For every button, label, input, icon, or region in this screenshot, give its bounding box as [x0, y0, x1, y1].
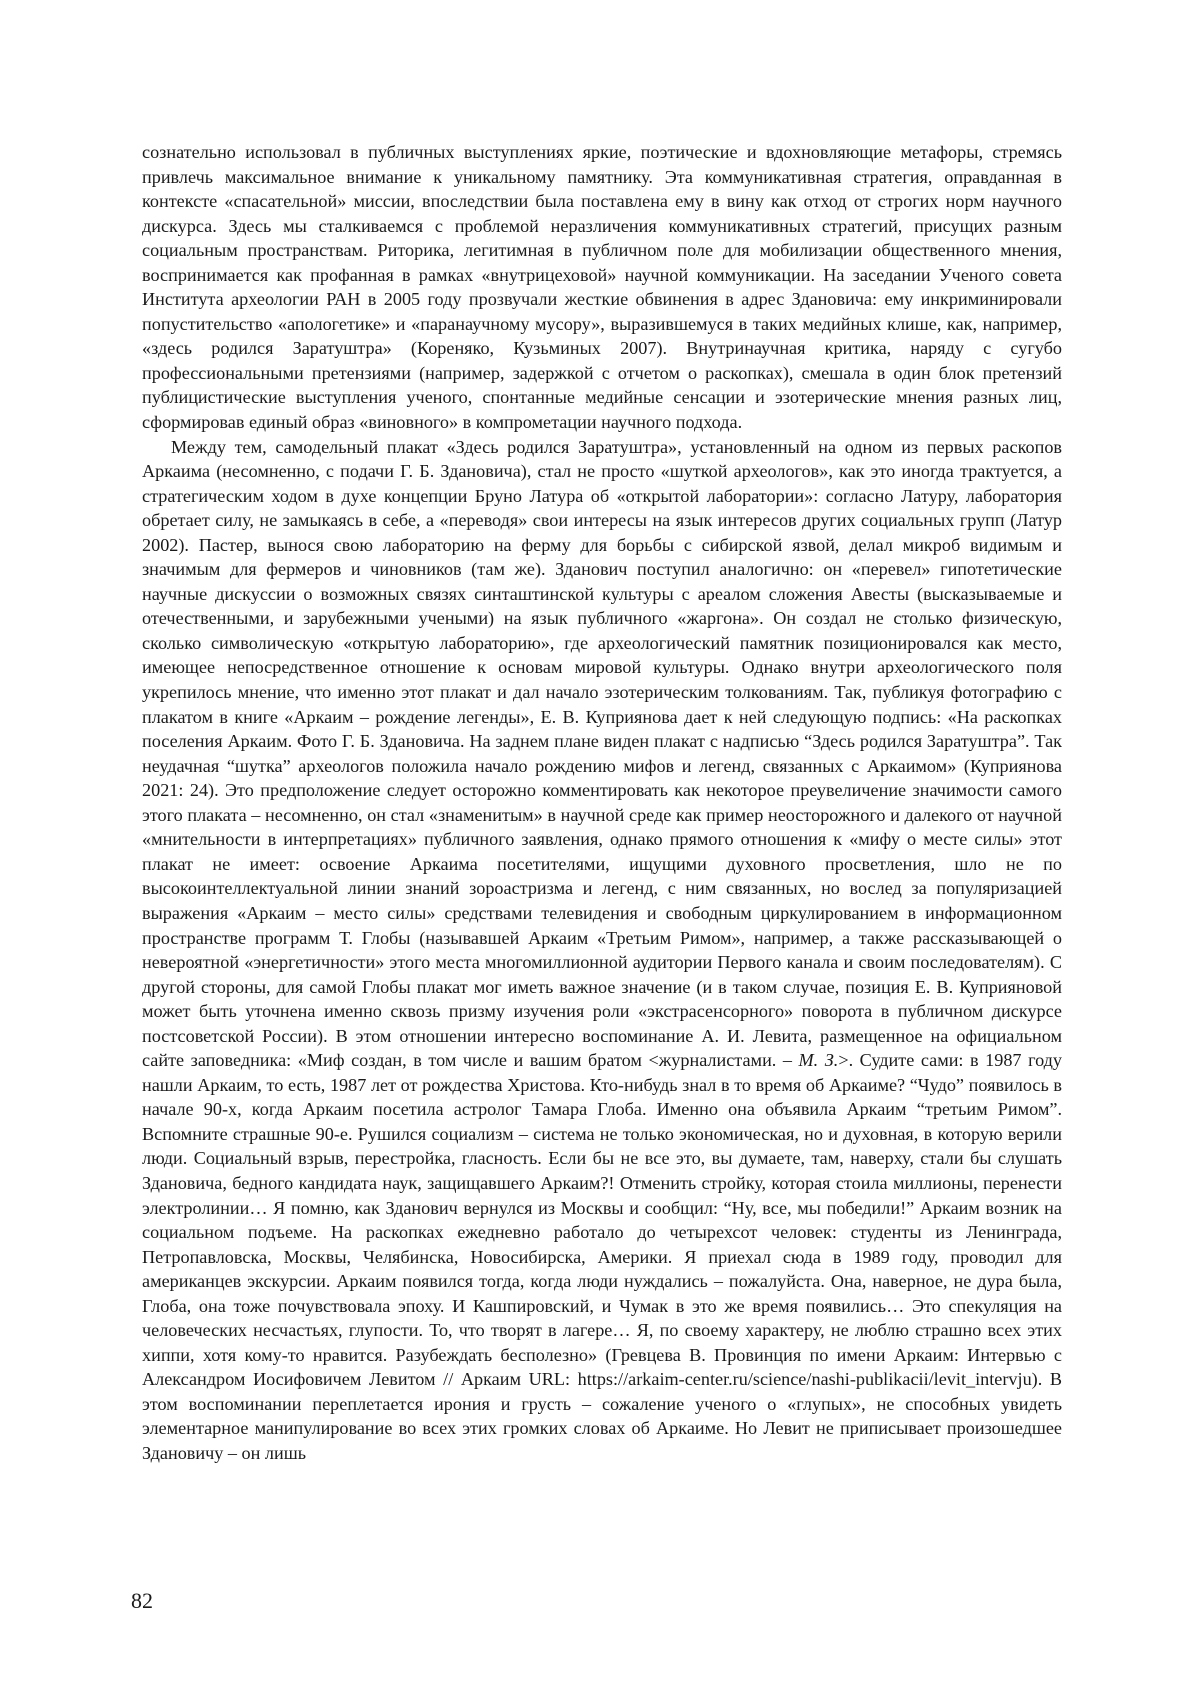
body-text [142, 140, 1062, 1466]
paragraph-2-part-1: Между тем, самодельный плакат «Здесь родился Заратуштра», установленный на одном из первых раскопов Аркаима (несомненно, с подачи Г. Б. Здановича), стал не просто «шуткой археологов», как это иногда трактуется, а стратегическим ходом в духе концепции Бруно Латура об «открытой лаборатории»: согласно Латуру, лаборатория обретает силу, не замыкаясь в себе, а «переводя» свои интересы на язык интересов других социальных групп (Латур 2002). Пастер, вынося свою лабораторию на ферму для борьбы с сибирской язвой, делал микроб видимым и значимым для фермеров и чиновников (там же). Зданович поступил аналогично: он «перевел» гипотетические научные дискуссии о возможных связях синташтинской культуры с ареалом сложения Авесты (высказываемые и отечественными, и зарубежными учеными) на язык публичного «жаргона». Он создал не столько физическую, сколько символическую «открытую лабораторию», где археологический памятник позиционировался как место, имеющее непосредственное отношение к основам мировой культуры. Однако внутри археологического поля укрепилось мнение, что именно этот плакат и дал начало эзотерическим толкованиям. Так, публикуя фотографию с плакатом в книге «Аркаим – рождение легенды», Е. В. Куприянова дает к ней следующую подпись: «На раскопках поселения Аркаим. Фото Г. Б. Здановича. На заднем плане виден плакат с надписью “Здесь родился Заратуштра”. Так неудачная “шутка” археологов положила начало рождению мифов и легенд, связанных с Аркаимом» (Куприянова 2021: 24). Это предположение следует осторожно комментировать как некоторое преувеличение значимости самого этого плаката – несомненно, он стал «знаменитым» в научной среде как пример неосторожного и далекого от научной «мнительности в интерпретациях» публичного заявления, однако прямого отношения к «мифу о месте силы» этот плакат не имеет: освоение Аркаима посетителями, ищущими духовного просветления, шло не по высокоинтеллектуальной линии знаний зороастризма и легенд, с ним связанных, но вослед за популяризацией выражения «Аркаим – место силы» средствами телевидения и свободным циркулированием в информационном пространстве программ Т. Глобы (называвшей Аркаим «Третьим Римом», например, а также рассказывающей о невероятной «энергетичности» этого места многомиллионной аудитории Первого канала и своим последователям). С другой стороны, для самой Глобы плакат мог иметь важное значение (и в таком случае, позиция Е. В. Куприяновой может быть уточнена именно сквозь призму изучения роли «экстрасенсорного» поворота в публичном дискурсе постсоветской России). В этом отношении интересно воспоминание А. И. Левита, размещенное на официальном сайте заповедника: «Миф создан, в том числе и вашим братом <журналистами. – [142, 436, 1062, 1071]
paragraph-2 [142, 435, 1062, 1466]
page-number: 82 [131, 1588, 153, 1613]
author-initials-emphasis: М. З. [798, 1050, 839, 1071]
paragraph-1: сознательно использовал в публичных выступлениях яркие, поэтические и вдохновляющие метафоры, стремясь привлечь максимальное внимание к уникальному памятнику. Эта коммуникативная стратегия, оправданная в контексте «спасательной» миссии, впоследствии была поставлена ему в вину как отход от строгих норм научного дискурса. Здесь мы сталкиваемся с проблемой неразличения коммуникативных стратегий, присущих разным социальным пространствам. Риторика, легитимная в публичном поле для мобилизации общественного мнения, воспринимается как профанная в рамках «внутрицеховой» научной коммуникации. На заседании Ученого совета Института археологии РАН в 2005 году прозвучали жесткие обвинения в адрес Здановича: ему инкриминировали попустительство «апологетике» и «паранаучному мусору», выразившемуся в таких медийных клише, как, например, «здесь родился Заратуштра» (Кореняко, Кузьминых 2007). Внутринаучная критика, наряду с сугубо профессиональными претензиями (например, задержкой с отчетом о раскопках), смешала в один блок претензий публицистические выступления ученого, спонтанные медийные сенсации и эзотерические мнения разных лиц, сформировав единый образ «виновного» в компрометации научного подхода. [142, 142, 1062, 433]
paragraph-2-part-2: >. Судите сами: в 1987 году нашли Аркаим, то есть, 1987 лет от рождества Христова. Кто-нибудь знал в то время об Аркаиме? “Чудо” появилось в начале 90-х, когда Аркаим посетила астролог Тамара Глоба. Именно она объявила Аркаим “третьим Римом”. Вспомните страшные 90-е. Рушился социализм – система не только экономическая, но и духовная, в которую верили люди. Социальный взрыв, перестройка, гласность. Если бы не все это, вы думаете, там, наверху, стали бы слушать Здановича, бедного кандидата наук, защищавшего Аркаим?! Отменить стройку, которая стоила миллионы, перенести электролинии… Я помню, как Зданович вернулся из Москвы и сообщил: “Ну, все, мы победили!” Аркаим возник на социальном подъеме. На раскопках ежедневно работало до четырехсот человек: студенты из Ленинграда, Петропавловска, Москвы, Челябинска, Новосибирска, Америки. Я приехал сюда в 1989 году, проводил для американцев экскурсии. Аркаим появился тогда, когда люди нуждались – пожалуйста. Она, наверное, не дура была, Глоба, она тоже почувствовала эпоху. И Кашпировский, и Чумак в это же время появились… Это спекуляция на человеческих несчастьях, глупости. То, что творят в лагере… Я, по своему характеру, не люблю страшно всех этих хиппи, хотя кому-то нравится. Разубеждать бесполезно» (Гревцева В. Провинция по имени Аркаим: Интервью с Александром Иосифовичем Левитом // Аркаим URL: https://arkaim-center.ru/science/nashi-publikacii/levit_intervju). В этом воспоминании переплетается ирония и грусть – сожаление ученого о «глупых», не способных увидеть элементарное манипулирование во всех этих громких словах об Аркаиме. Но Левит не приписывает произошедшее Здановичу – он лишь [142, 1050, 1062, 1463]
